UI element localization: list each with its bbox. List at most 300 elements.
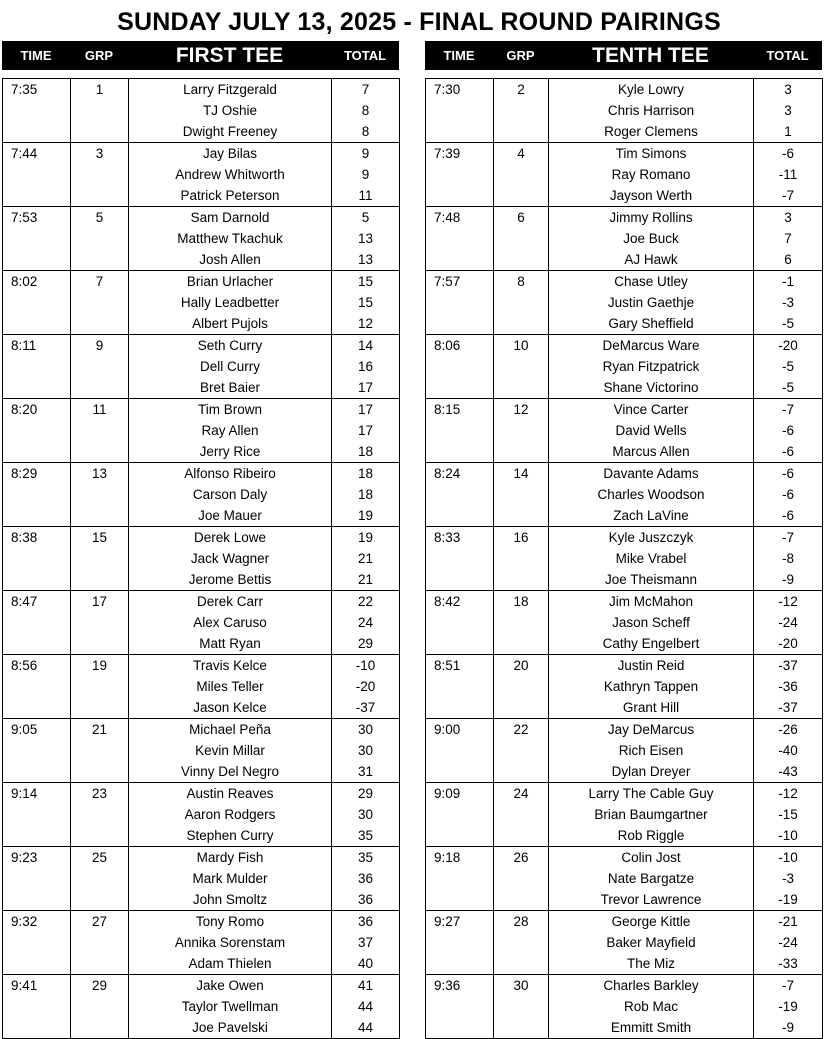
group-number: 19 [71,655,129,677]
player-name: Joe Mauer [129,505,332,527]
player-total: 7 [332,79,400,101]
player-name: Miles Teller [129,676,332,697]
player-row [426,655,823,677]
player-row [426,527,823,549]
group-number [71,697,129,719]
player-name: Stephen Curry [129,825,332,847]
player-name: Trevor Lawrence [549,889,754,911]
player-row [3,527,400,549]
player-row [3,911,400,933]
tee-time [426,612,494,633]
time-column-header: TIME [443,48,475,63]
player-name: Andrew Whitworth [129,164,332,185]
group-number [494,100,549,121]
player-name: Nate Bargatze [549,868,754,889]
tee-time [426,441,494,463]
player-row [3,185,400,207]
tee-time [426,676,494,697]
player-row [426,121,823,143]
group-number: 6 [494,207,549,229]
tee-time [426,121,494,143]
group-number: 1 [71,79,129,101]
player-row [426,676,823,697]
player-total: -5 [754,356,823,377]
tee-time [426,484,494,505]
group-number [71,292,129,313]
player-row [426,441,823,463]
tee-time: 8:29 [3,463,71,485]
group-number [494,292,549,313]
group-number [494,868,549,889]
tee-time [3,804,71,825]
player-total: 41 [332,975,400,997]
group-number: 27 [71,911,129,933]
player-row [3,505,400,527]
player-row [3,932,400,953]
player-row [3,249,400,271]
player-name: Joe Pavelski [129,1017,332,1039]
player-name: TJ Oshie [129,100,332,121]
player-total: -21 [754,911,823,933]
group-number [494,1017,549,1039]
player-name: AJ Hawk [549,249,754,271]
player-name: Derek Carr [129,591,332,613]
player-total: 36 [332,911,400,933]
group-number: 8 [494,271,549,293]
group-number: 2 [494,79,549,101]
player-total: -12 [754,591,823,613]
player-name: Justin Reid [549,655,754,677]
player-row [426,761,823,783]
tee-time [426,1017,494,1039]
player-name: Tim Simons [549,143,754,165]
group-number [71,377,129,399]
player-total: 3 [754,100,823,121]
group-number: 29 [71,975,129,997]
tee-time [426,804,494,825]
player-total: -19 [754,889,823,911]
player-row [426,783,823,805]
player-row [3,79,400,101]
group-number: 3 [71,143,129,165]
tee-time: 8:11 [3,335,71,357]
player-total: -40 [754,740,823,761]
tee-time [3,185,71,207]
player-name: Charles Barkley [549,975,754,997]
group-number [494,420,549,441]
player-name: Joe Theismann [549,569,754,591]
group-number [494,484,549,505]
player-name: Jerome Bettis [129,569,332,591]
group-number: 22 [494,719,549,741]
tee-time [3,953,71,975]
tee-time [426,228,494,249]
group-number: 28 [494,911,549,933]
player-total: 35 [332,847,400,869]
tee-time [3,164,71,185]
player-row [3,975,400,997]
player-row [426,335,823,357]
player-row [3,719,400,741]
tee-time [426,953,494,975]
player-row [3,740,400,761]
player-total: -1 [754,271,823,293]
player-row [426,591,823,613]
player-name: Tony Romo [129,911,332,933]
player-name: Jay DeMarcus [549,719,754,741]
player-total: -20 [754,335,823,357]
tee-time [3,697,71,719]
group-number [71,356,129,377]
tee-time [3,249,71,271]
player-total: -24 [754,612,823,633]
tee-time [426,185,494,207]
player-name: Davante Adams [549,463,754,485]
player-name: Ray Allen [129,420,332,441]
player-row [426,996,823,1017]
group-number [71,1017,129,1039]
player-total: 21 [332,569,400,591]
player-total: 11 [332,185,400,207]
tee-time [426,697,494,719]
player-name: Jerry Rice [129,441,332,463]
player-total: -6 [754,484,823,505]
tee-time: 8:15 [426,399,494,421]
player-row [426,569,823,591]
group-number [494,548,549,569]
player-total: 30 [332,804,400,825]
player-row [426,953,823,975]
player-name: Jayson Werth [549,185,754,207]
tee-time [3,825,71,847]
tee-time [426,889,494,911]
player-total: -7 [754,399,823,421]
player-total: 3 [754,207,823,229]
group-number: 15 [71,527,129,549]
player-name: Vinny Del Negro [129,761,332,783]
group-number [494,313,549,335]
total-column-header: TOTAL [766,48,809,63]
tenth-tee-header [425,41,822,70]
player-name: Dell Curry [129,356,332,377]
player-name: Josh Allen [129,249,332,271]
tee-time [3,121,71,143]
player-name: Travis Kelce [129,655,332,677]
player-total: 9 [332,143,400,165]
player-name: Michael Peña [129,719,332,741]
player-row [3,697,400,719]
player-row [3,655,400,677]
player-name: Kyle Lowry [549,79,754,101]
player-total: 29 [332,783,400,805]
tee-time [426,569,494,591]
player-name: Sam Darnold [129,207,332,229]
tee-time: 9:14 [3,783,71,805]
group-number [494,761,549,783]
player-name: Alfonso Ribeiro [129,463,332,485]
tee-time [426,313,494,335]
player-row [426,377,823,399]
tee-time [426,868,494,889]
group-number [71,100,129,121]
player-total: -37 [754,697,823,719]
page-title: SUNDAY JULY 13, 2025 - FINAL ROUND PAIRINGS [117,8,721,36]
player-row [426,548,823,569]
group-number [71,313,129,335]
player-row [3,420,400,441]
tee-time: 9:36 [426,975,494,997]
player-row [3,313,400,335]
time-column-header: TIME [20,48,52,63]
player-total: -5 [754,377,823,399]
player-total: 30 [332,740,400,761]
player-total: 17 [332,420,400,441]
tee-time [426,292,494,313]
group-number [494,441,549,463]
player-total: 44 [332,1017,400,1039]
player-row [3,121,400,143]
total-column-header: TOTAL [343,48,387,63]
player-name: Justin Gaethje [549,292,754,313]
player-total: -6 [754,143,823,165]
tenth-tee-title: TENTH TEE [592,44,709,67]
group-number: 14 [494,463,549,485]
player-row [3,569,400,591]
player-row [3,591,400,613]
player-name: DeMarcus Ware [549,335,754,357]
player-total: 18 [332,463,400,485]
player-name: Rob Mac [549,996,754,1017]
player-total: -6 [754,441,823,463]
tee-time: 9:27 [426,911,494,933]
player-total: 37 [332,932,400,953]
tenth-tee-body [426,79,823,1039]
player-row [426,975,823,997]
player-name: George Kittle [549,911,754,933]
tee-time: 8:47 [3,591,71,613]
tee-time: 8:06 [426,335,494,357]
tee-time [426,249,494,271]
player-total: -6 [754,420,823,441]
player-name: Jake Owen [129,975,332,997]
player-row [3,825,400,847]
player-row [426,889,823,911]
tee-time [3,996,71,1017]
player-name: Dylan Dreyer [549,761,754,783]
player-total: 7 [754,228,823,249]
group-number [71,953,129,975]
tee-time: 8:02 [3,271,71,293]
player-total: 18 [332,441,400,463]
player-total: -10 [332,655,400,677]
player-total: -15 [754,804,823,825]
player-name: Roger Clemens [549,121,754,143]
player-name: Aaron Rodgers [129,804,332,825]
player-name: Hally Leadbetter [129,292,332,313]
group-number: 17 [71,591,129,613]
player-name: Albert Pujols [129,313,332,335]
group-number: 10 [494,335,549,357]
tee-time [3,228,71,249]
player-total: -9 [754,1017,823,1039]
group-number [494,889,549,911]
player-name: Seth Curry [129,335,332,357]
tee-time: 8:42 [426,591,494,613]
player-name: Gary Sheffield [549,313,754,335]
group-number: 21 [71,719,129,741]
tee-time [426,164,494,185]
player-row [426,207,823,229]
player-name: Jim McMahon [549,591,754,613]
player-total: 15 [332,292,400,313]
group-number: 11 [71,399,129,421]
player-name: Jay Bilas [129,143,332,165]
player-row [3,804,400,825]
player-name: Emmitt Smith [549,1017,754,1039]
player-total: 1 [754,121,823,143]
player-name: The Miz [549,953,754,975]
tee-time: 8:51 [426,655,494,677]
group-number [494,228,549,249]
tee-time [3,633,71,655]
tee-time [426,420,494,441]
tee-time [3,313,71,335]
player-total: 35 [332,825,400,847]
first-tee-body [3,79,400,1039]
player-row [3,868,400,889]
tee-time: 8:33 [426,527,494,549]
player-name: Kyle Juszczyk [549,527,754,549]
group-number [71,420,129,441]
player-name: Chase Utley [549,271,754,293]
tee-time [3,612,71,633]
player-name: Rob Riggle [549,825,754,847]
group-number [494,612,549,633]
player-total: -12 [754,783,823,805]
tee-time [426,377,494,399]
group-number [494,804,549,825]
player-name: Alex Caruso [129,612,332,633]
group-number [494,932,549,953]
player-name: Taylor Twellman [129,996,332,1017]
group-number [71,164,129,185]
group-number: 23 [71,783,129,805]
player-total: -20 [332,676,400,697]
player-name: Marcus Allen [549,441,754,463]
player-total: -26 [754,719,823,741]
player-row [426,612,823,633]
player-total: -19 [754,996,823,1017]
player-row [3,207,400,229]
player-total: 17 [332,399,400,421]
group-number [71,228,129,249]
player-name: Annika Sorenstam [129,932,332,953]
player-name: Austin Reaves [129,783,332,805]
player-name: Patrick Peterson [129,185,332,207]
tee-time: 9:23 [3,847,71,869]
tee-time [426,100,494,121]
player-row [3,783,400,805]
player-name: Colin Jost [549,847,754,869]
player-total: -5 [754,313,823,335]
tee-time [426,996,494,1017]
player-name: Mark Mulder [129,868,332,889]
player-row [3,292,400,313]
player-name: Larry Fitzgerald [129,79,332,101]
player-row [426,313,823,335]
player-row [426,932,823,953]
player-name: Adam Thielen [129,953,332,975]
tee-time: 8:20 [3,399,71,421]
player-name: Charles Woodson [549,484,754,505]
player-row [426,868,823,889]
player-total: 18 [332,484,400,505]
player-row [426,804,823,825]
group-number: 12 [494,399,549,421]
tee-time: 7:30 [426,79,494,101]
player-total: 19 [332,527,400,549]
tee-time [3,292,71,313]
player-total: 36 [332,868,400,889]
player-row [3,441,400,463]
group-number [494,676,549,697]
player-total: -36 [754,676,823,697]
player-total: -43 [754,761,823,783]
player-row [3,143,400,165]
player-total: 6 [754,249,823,271]
player-total: -11 [754,164,823,185]
group-number: 16 [494,527,549,549]
tee-time [426,932,494,953]
player-total: 21 [332,548,400,569]
player-total: 3 [754,79,823,101]
player-total: 31 [332,761,400,783]
player-name: Grant Hill [549,697,754,719]
player-total: 16 [332,356,400,377]
player-name: Mike Vrabel [549,548,754,569]
player-name: Tim Brown [129,399,332,421]
player-total: 13 [332,228,400,249]
player-total: -8 [754,548,823,569]
player-row [3,356,400,377]
tee-time: 9:32 [3,911,71,933]
group-number [71,932,129,953]
player-total: -7 [754,185,823,207]
player-row [3,953,400,975]
group-number: 4 [494,143,549,165]
player-name: Cathy Engelbert [549,633,754,655]
tee-time [3,420,71,441]
player-total: -7 [754,527,823,549]
group-number [71,804,129,825]
player-name: Jason Kelce [129,697,332,719]
group-number [494,164,549,185]
player-name: Matthew Tkachuk [129,228,332,249]
player-name: Ryan Fitzpatrick [549,356,754,377]
player-name: Brian Baumgartner [549,804,754,825]
player-name: David Wells [549,420,754,441]
group-number [494,740,549,761]
group-number [494,121,549,143]
player-row [3,996,400,1017]
player-row [426,292,823,313]
player-row [3,377,400,399]
player-row [426,463,823,485]
group-number [494,996,549,1017]
group-number [71,121,129,143]
player-row [426,911,823,933]
player-total: 5 [332,207,400,229]
